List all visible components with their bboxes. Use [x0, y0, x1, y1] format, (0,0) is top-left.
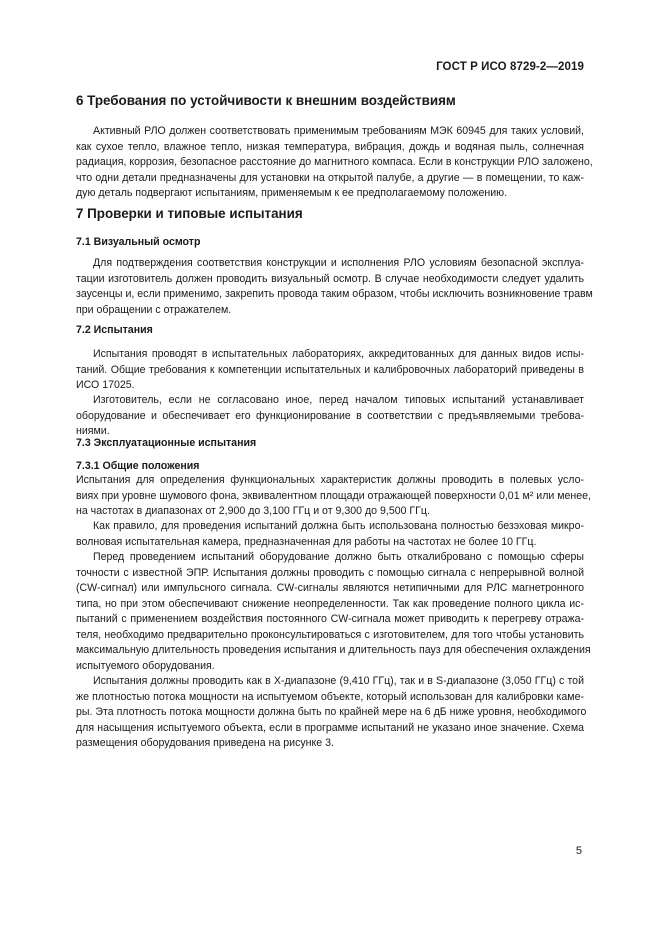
- text-line: ры. Эта плотность потока мощности должна быть по крайней мере на 6 дБ ниже уровня, необходимого: [76, 706, 587, 718]
- section-7-title: 7 Проверки и типовые испытания: [76, 206, 303, 221]
- text-line: как сухое тепло, влажное тепло, низкая температура, вибрация, дождь и водяная пыль, солнечная: [76, 140, 584, 153]
- section-7-1-paragraph: [76, 256, 593, 318]
- text-line: виях при уровне шумового фона, эквивалентном площади отражающей поверхности 0,01 м² или менее,: [76, 489, 591, 502]
- text-line: Как правило, для проведения испытаний должна быть использована полностью безэховая микро-: [93, 520, 584, 532]
- section-7-3-1-title: 7.3.1 Общие положения: [76, 460, 200, 472]
- text-line: максимальную длительность проведения испытания и длительность пауз для обеспечения охлаждения: [76, 644, 591, 656]
- text-line: Активный РЛО должен соответствовать применимым требованиям МЭК 60945 для таких условий,: [93, 125, 584, 137]
- section-7-2-paragraph-2: [76, 393, 584, 440]
- text-line: оборудование и обеспечивает его функционирование в соответствии с предъявляемыми требова-: [76, 409, 584, 422]
- section-7-3-1-paragraph-4: [76, 674, 587, 752]
- text-line: Испытания для определения функциональных характеристик должны проводить в полевых усло-: [76, 474, 584, 486]
- section-6-title: 6 Требования по устойчивости к внешним воздействиям: [76, 93, 456, 108]
- text-line: пытаний с применением воздействия постоянного CW-сигнала может приводить к перегреву отража-: [76, 613, 584, 625]
- text-line: волновая испытательная камера, предназначенная для работы на частотах не более 10 ГГц.: [76, 535, 537, 548]
- text-line: же плотностью потока мощности на испытуемом объекте, который использован для калибровки каме-: [76, 690, 584, 703]
- text-line: радиация, коррозия, безопасное расстояние до магнитного компаса. Если в конструкции РЛО заложено,: [76, 156, 593, 168]
- text-line: на частотах в диапазонах от 2,900 до 3,100 ГГц и от 9,300 до 9,500 ГГц.: [76, 505, 430, 517]
- text-line: Испытания должны проводить как в X-диапазоне (9,410 ГГц), так и в S-диапазоне (3,050 ГГц) с той: [93, 675, 584, 687]
- text-line: что одни детали предназначены для установки на открытой палубе, а другие — в помещении, то каж-: [76, 171, 584, 184]
- text-line: (CW-сигнал) или импульсного сигнала. CW-сигналы являются нетипичными для РЛС магнетронного: [76, 582, 584, 594]
- document-id-header: ГОСТ Р ИСО 8729-2—2019: [436, 61, 584, 73]
- text-line: размещения оборудования приведена на рисунке 3.: [76, 737, 334, 749]
- section-7-1-title: 7.1 Визуальный осмотр: [76, 236, 201, 248]
- text-line: таний. Общие требования к компетенции испытательных и калибровочных лабораторий приведены в: [76, 363, 584, 376]
- text-line: типа, но при этом обеспечивают снижение неопределенности. Так как проведение полного цикла ис-: [76, 597, 584, 610]
- page-number: 5: [575, 845, 582, 857]
- section-7-2-paragraph-1: [76, 347, 584, 394]
- text-line: для насыщения испытуемого объекта, если в программе испытаний не указано иное значение. Схема: [76, 721, 584, 734]
- text-line: Изготовитель, если не согласовано иное, перед началом типовых испытаний устанавливает: [93, 394, 584, 406]
- section-7-3-1-paragraph-1: [76, 473, 591, 520]
- text-line: дую деталь подвергают испытаниям, применяемым к ее предполагаемому положению.: [76, 187, 508, 199]
- text-line: тации изготовитель должен проводить визуальный осмотр. В случае необходимости следует удалить: [76, 272, 584, 285]
- text-line: Испытания проводят в испытательных лабораториях, аккредитованных для данных видов испы-: [93, 348, 584, 360]
- section-7-3-1-paragraph-2: [76, 519, 584, 550]
- text-line: ИСО 17025.: [76, 379, 135, 391]
- text-line: испытуемого оборудования.: [76, 659, 215, 672]
- text-line: заусенцы и, если применимо, закрепить провода таким образом, чтобы исключить возникновение травм: [76, 288, 593, 300]
- section-7-3-title: 7.3 Эксплуатационные испытания: [76, 437, 257, 449]
- text-line: Для подтверждения соответствия конструкции и исполнения РЛО условиям безопасной эксплуа-: [93, 257, 584, 269]
- text-line: точности с известной ЭПР. Испытания должны проводить с помощью сигнала с непрерывной волной: [76, 566, 584, 579]
- section-6-paragraph: [76, 124, 593, 202]
- section-7-2-title: 7.2 Испытания: [76, 324, 153, 336]
- text-line: Перед проведением испытаний оборудование должно быть откалибровано с помощью сферы: [93, 551, 584, 563]
- text-line: теля, необходимо предварительно проконсультироваться с изготовителем, для того чтобы установить: [76, 628, 584, 641]
- text-line: ниями.: [76, 425, 110, 437]
- section-7-3-1-paragraph-3: [76, 550, 591, 674]
- text-line: при обращении с отражателем.: [76, 303, 232, 316]
